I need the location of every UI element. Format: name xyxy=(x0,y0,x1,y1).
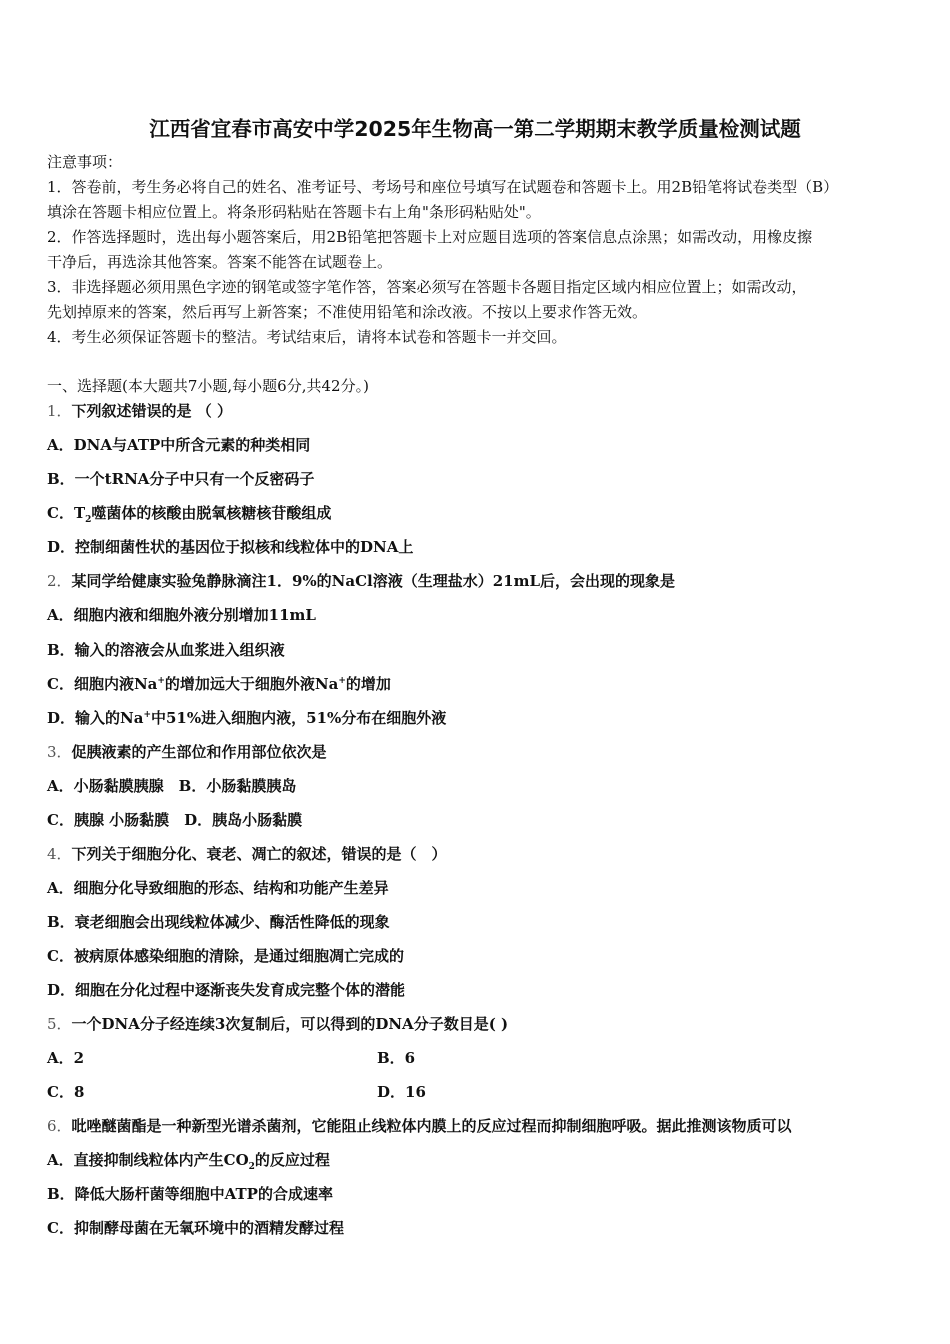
question-text: 一个DNA分子经连续3次复制后，可以得到的DNA分子数目是( ) xyxy=(71,1015,509,1033)
question-number: 4． xyxy=(47,845,72,863)
question-text: 促胰液素的产生部位和作用部位依次是 xyxy=(71,743,327,761)
notice-heading: 注意事项： xyxy=(47,153,123,171)
question-number: 6． xyxy=(47,1117,72,1135)
option-a: A．DNA与ATP中所含元素的种类相同 xyxy=(47,436,311,454)
option-d xyxy=(47,708,446,728)
superscript: + xyxy=(157,676,165,686)
subscript: 2 xyxy=(248,1162,255,1172)
notice-line: 先划掉原来的答案，然后再写上新答案；不准使用铅笔和涂改液。不按以上要求作答无效。 xyxy=(47,303,648,321)
question-number: 5． xyxy=(47,1015,72,1033)
notice-line: 1．答卷前，考生务必将自己的姓名、准考证号、考场号和座位号填写在试题卷和答题卡上。用2B铅笔将试卷类型（B） xyxy=(47,178,839,196)
option-b: B．6 xyxy=(377,1049,416,1067)
question-stem xyxy=(47,571,675,591)
question-text: 吡唑醚菌酯是一种新型光谱杀菌剂，它能阻止线粒体内膜上的反应过程而抑制细胞呼吸。据此推测该物质可以 xyxy=(71,1117,792,1135)
option-text: 的增加 xyxy=(345,675,391,693)
question-stem xyxy=(47,742,327,762)
question-text: 下列关于细胞分化、衰老、凋亡的叙述，错误的是（ ） xyxy=(71,845,447,863)
option-a-b: A．小肠黏膜胰腺 B．小肠黏膜胰岛 xyxy=(47,777,297,795)
option-a: A．细胞内液和细胞外液分别增加11mL xyxy=(47,606,316,624)
question-text: 某同学给健康实验兔静脉滴注1．9%的NaCl溶液（生理盐水）21mL后，会出现的现象是 xyxy=(71,572,676,590)
notice-line: 2．作答选择题时，选出每小题答案后，用2B铅笔把答题卡上对应题目选项的答案信息点涂黑；如需改动，用橡皮擦 xyxy=(47,228,813,246)
question-number: 1． xyxy=(47,402,72,420)
option-b: B．输入的溶液会从血浆进入组织液 xyxy=(47,641,285,659)
option-c xyxy=(47,674,391,694)
option-d: D．16 xyxy=(377,1083,426,1101)
question-stem xyxy=(47,1014,508,1034)
option-b: B．一个tRNA分子中只有一个反密码子 xyxy=(47,470,315,488)
option-text: 的反应过程 xyxy=(254,1151,330,1169)
question-stem xyxy=(47,844,447,864)
exam-title: 江西省宜春市高安中学2025年生物高一第二学期期末教学质量检测试题 xyxy=(149,117,801,141)
option-c xyxy=(47,503,331,523)
question-stem xyxy=(47,401,232,421)
notice-line: 干净后，再选涂其他答案。答案不能答在试题卷上。 xyxy=(47,253,393,271)
superscript: + xyxy=(143,710,151,720)
option-c: C．被病原体感染细胞的清除，是通过细胞凋亡完成的 xyxy=(47,947,404,965)
option-b: B．降低大肠杆菌等细胞中ATP的合成速率 xyxy=(47,1185,333,1203)
option-c: C．8 xyxy=(47,1083,85,1101)
option-text: C．细胞内液Na xyxy=(47,675,158,693)
question-number: 2． xyxy=(47,572,72,590)
subscript: 2 xyxy=(85,515,92,525)
section-heading: 一、选择题(本大题共7小题,每小题6分,共42分。) xyxy=(47,377,369,395)
option-text: 的增加远大于细胞外液Na xyxy=(164,675,339,693)
option-text: A．直接抑制线粒体内产生CO xyxy=(47,1151,249,1169)
option-a: A．细胞分化导致细胞的形态、结构和功能产生差异 xyxy=(47,879,389,897)
option-a: A．2 xyxy=(47,1049,85,1067)
option-a xyxy=(47,1150,330,1170)
question-number: 3． xyxy=(47,743,72,761)
question-stem xyxy=(47,1116,792,1136)
question-text: 下列叙述错误的是 （ ） xyxy=(71,402,232,420)
notice-line: 填涂在答题卡相应位置上。将条形码粘贴在答题卡右上角"条形码粘贴处"。 xyxy=(47,203,541,221)
option-c: C．抑制酵母菌在无氧环境中的酒精发酵过程 xyxy=(47,1219,344,1237)
option-text: 中51%进入细胞内液，51%分布在细胞外液 xyxy=(151,709,447,727)
option-text: 噬菌体的核酸由脱氧核糖核苷酸组成 xyxy=(91,504,332,522)
superscript: + xyxy=(338,676,346,686)
option-text: C．T xyxy=(47,504,86,522)
option-d: D．细胞在分化过程中逐渐丧失发育成完整个体的潜能 xyxy=(47,981,406,999)
option-d: D．控制细菌性状的基因位于拟核和线粒体中的DNA上 xyxy=(47,538,414,556)
notice-line: 3．非选择题必须用黑色字迹的钢笔或签字笔作答，答案必须写在答题卡各题目指定区域内相应位置上；如需改动， xyxy=(47,278,807,296)
notice-line: 4．考生必须保证答题卡的整洁。考试结束后，请将本试卷和答题卡一并交回。 xyxy=(47,328,567,346)
option-text: D．输入的Na xyxy=(47,709,144,727)
option-b: B．衰老细胞会出现线粒体减少、酶活性降低的现象 xyxy=(47,913,390,931)
option-c-d: C．胰腺 小肠黏膜 D．胰岛小肠黏膜 xyxy=(47,811,303,829)
